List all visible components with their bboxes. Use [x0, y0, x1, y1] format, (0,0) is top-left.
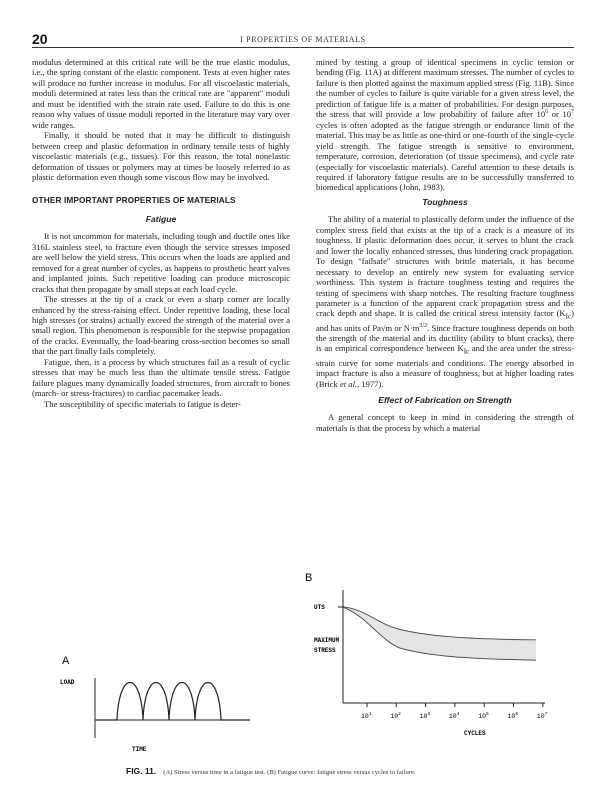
- paragraph: mined by testing a group of identical specimens in cyclic tension or bending (Fig. 11A) at different maximum stresses. The number of cycles to failure is then plotted against the maximum applied stress (Fig. 11B). Since the number of cycles to failure is quite variable for a given stress level, the prediction of fatigue life is a matter of probabilities. For design purposes, the stress that will provide a low probability of failure after $10^6$ or $10^7$ cycles is often adopted as the fatigue strength or endurance limit of the material. This may be as little as one-third or one-fourth of the single-cycle yield strength. The fatigue strength is sensitive to environment, temperature, corrosion, deterioration (of tissue specimens), and cycle rate (especially for viscoelastic materials). Careful attention to these details is required if laboratory fatigue results are to be successfully transferred to biomedical applications (John, 1983).: [316, 57, 574, 193]
- running-head: I PROPERTIES OF MATERIALS: [240, 35, 366, 44]
- time-label: TIME: [132, 746, 147, 753]
- page-number: 20: [32, 31, 48, 47]
- x-tick-label: $10^5$: [478, 712, 489, 720]
- fatigue-scatter-band: [343, 607, 536, 660]
- x-tick-label: $10^2$: [390, 712, 401, 720]
- cycles-label: CYCLES: [464, 730, 486, 737]
- paragraph: The susceptibility of specific materials to fatigue is deter-: [44, 398, 241, 409]
- paragraph: A general concept to keep in mind in considering the strength of materials is that the process by which a material: [316, 412, 574, 433]
- x-tick-label: $10^6$: [507, 712, 519, 720]
- max-stress-label-line2: STRESS: [314, 647, 336, 654]
- cyclic-load-curve: [96, 683, 250, 721]
- x-tick-group: [361, 703, 548, 720]
- fabrication-heading: Effect of Fabrication on Strength: [378, 395, 512, 405]
- section-heading: OTHER IMPORTANT PROPERTIES OF MATERIALS: [32, 195, 236, 206]
- paragraph: modulus determined at this critical rate will be the true elastic modulus, i.e., the spring constant of the elastic component. Tests at even higher rates will produce no further increase in modulus. For all viscoelastic materials, moduli determined at rates less than the critical rate are "apparent" moduli and must be identified with the strain rate used. Failure to do this is one reason why values of tissue moduli reported in the literature may vary over wide ranges.: [32, 57, 290, 130]
- caption-text: (A) Stress versus time in a fatigue test. (B) Fatigue curve: fatigue stress versus cycles to failure.: [163, 769, 416, 776]
- caption-label: FIG. 11.: [126, 766, 157, 776]
- toughness-heading: Toughness: [422, 196, 468, 207]
- x-tick-label: $10^4$: [448, 712, 460, 720]
- max-stress-label-line1: MAXIMUM: [314, 637, 340, 644]
- paragraph: The stresses at the tip of a crack or even a sharp corner are locally enhanced by the stress-raising effect. Under repetitive loading, these local high stresses (or strains) actually exceed the strength of the material over a small region. This phenomenon is responsible for the stepwise propagation of the cracks. Eventually, the load-bearing cross-section becomes so small that the part finally fails completely.: [32, 294, 290, 357]
- figure-caption: [126, 766, 416, 776]
- x-tick-label: $10^3$: [419, 712, 431, 720]
- paragraph: Finally, it should be noted that it may be difficult to distinguish between creep and plastic deformation in ordinary tensile tests of highly viscoelastic materials (e.g., tissues). For this reason, the total nonelastic deformation of tissues or polymers may at times be loosely referred to as plastic deformation even though some viscous flow may be involved.: [32, 130, 290, 182]
- paragraph: The ability of a material to plastically deform under the influence of the complex stress field that exists at the tip of a crack is a measure of its toughness. If plastic deformation does occur, it serves to blunt the crack and lower the locally enhanced stresses, thus hindering crack propagation. To design "failsafe" structures with brittle materials, it has become necessary to develop an entirely new system for evaluating service worthiness. This system is fracture toughness testing and requires the testing of specimens with sharp notches. The resulting fracture toughness parameter is a function of the apparent crack propagation stress and the crack depth and shape. It is called the critical stress intensity factor $(K_{Ic})$ and has units of Pa√m or $N\cdot m^{3/2}$. Since fracture toughness depends on both the strength of the material and its ductility (ability to blunt cracks), there is an empirical correspondence between $K_{Ic}$ and the area under the stress-strain curve for some materials and conditions. The energy absorbed in impact fracture is also a measure of toughness, but at higher loading rates (Brick et al., 1977).: [316, 214, 575, 389]
- load-label: LOAD: [60, 679, 75, 686]
- fatigue-heading: Fatigue: [145, 213, 177, 224]
- panel-b-label: B: [305, 572, 313, 584]
- paragraph: Fatigue, then, is a process by which structures fail as a result of cyclic stresses that may be much less than the ultimate tensile stress. Fatigue failure plagues many dynamically loaded structures, from aircraft to bones (march- or stress-fractures) to cardiac pacemaker leads.: [32, 356, 290, 399]
- x-tick-label: $10^1$: [361, 712, 372, 720]
- uts-label: UTS: [314, 604, 325, 611]
- paragraph: It is not uncommon for materials, including tough and ductile ones like 316L stainless steel, to fracture even though the service stresses imposed are well below the yield stress. This occurs when the loads are applied and removed for a great number of cycles, as happens to prosthetic heart valves and implanted joints. Such repetitive loading can produce microscopic cracks that then propagate by small steps at each load cycle.: [32, 231, 290, 294]
- panel-a-label: A: [62, 655, 70, 667]
- x-tick-label: $10^7$: [536, 712, 548, 720]
